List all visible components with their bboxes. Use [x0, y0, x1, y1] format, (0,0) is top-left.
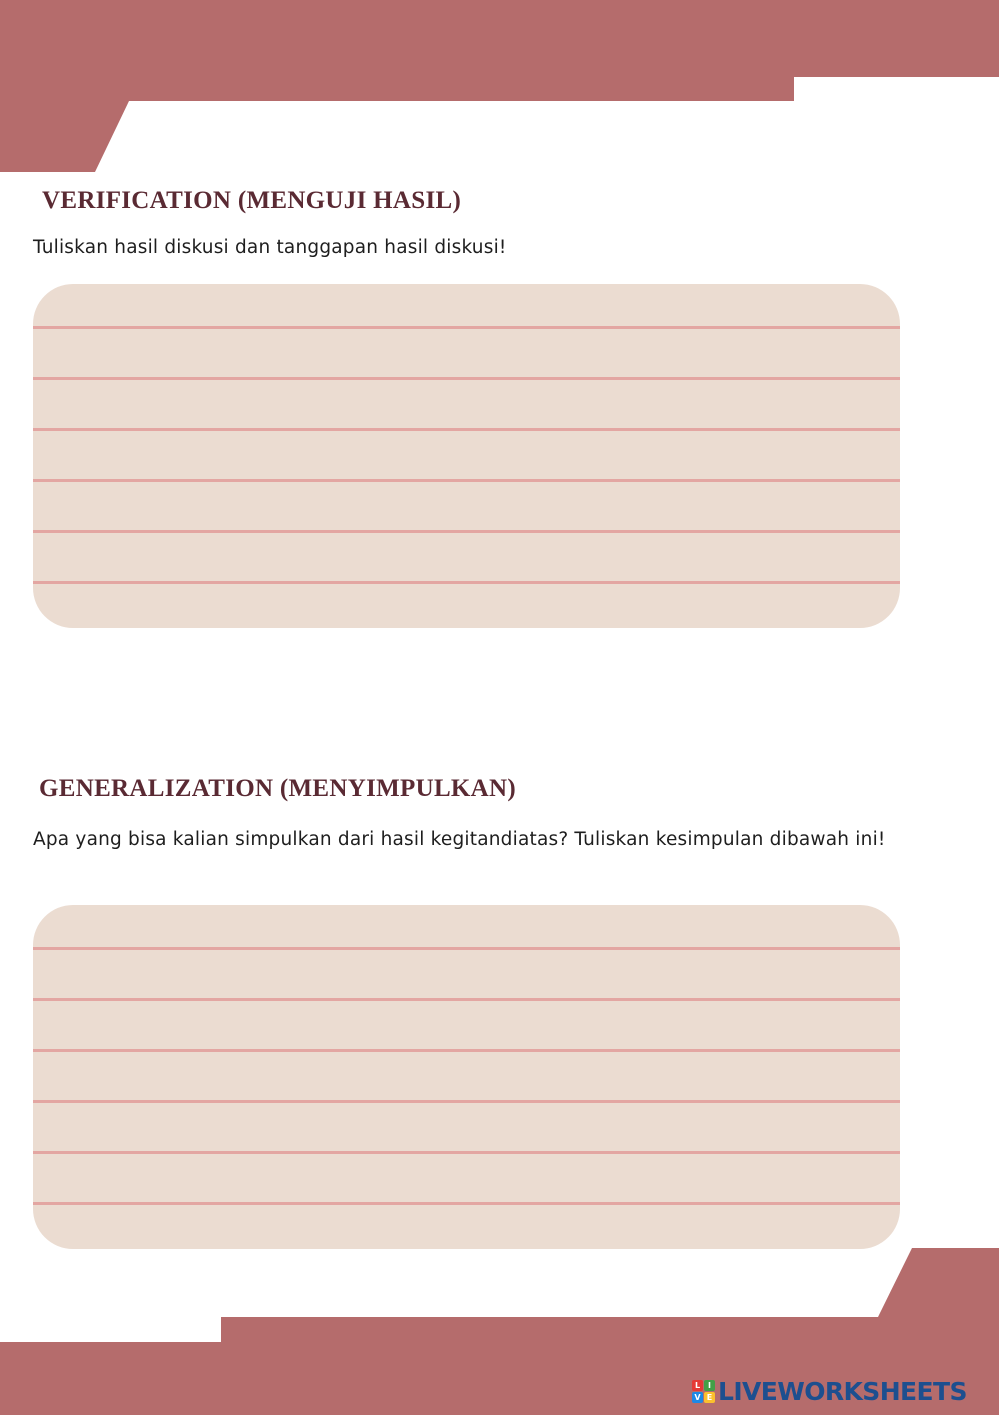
answer-line [33, 1049, 900, 1052]
answer-line [33, 530, 900, 533]
answer-box-verification[interactable] [33, 284, 900, 628]
answer-line [33, 1100, 900, 1103]
answer-line [33, 947, 900, 950]
logo-mark-letter: E [704, 1392, 715, 1403]
logo-mark-letter: L [692, 1380, 703, 1391]
logo-mark-letter: V [692, 1392, 703, 1403]
logo-wordmark: LIVEWORKSHEETS [718, 1376, 967, 1406]
answer-box-generalization[interactable] [33, 905, 900, 1249]
answer-line [33, 581, 900, 584]
answer-line [33, 479, 900, 482]
section-heading-generalization: GENERALIZATION (MENYIMPULKAN) [39, 775, 516, 802]
section-prompt-generalization: Apa yang bisa kalian simpulkan dari hasil kegitandiatas? Tuliskan kesimpulan dibawah ini! [33, 829, 886, 850]
liveworksheets-logo [692, 1375, 967, 1407]
section-heading-verification: VERIFICATION (MENGUJI HASIL) [42, 187, 462, 214]
top-banner-shape [0, 0, 999, 172]
answer-line [33, 1151, 900, 1154]
answer-line [33, 998, 900, 1001]
answer-line [33, 428, 900, 431]
answer-line [33, 1202, 900, 1205]
answer-line [33, 377, 900, 380]
answer-line [33, 326, 900, 329]
live-logo-icon [692, 1380, 715, 1403]
logo-mark-letter: I [704, 1380, 715, 1391]
section-prompt-verification: Tuliskan hasil diskusi dan tanggapan hasil diskusi! [33, 237, 507, 258]
